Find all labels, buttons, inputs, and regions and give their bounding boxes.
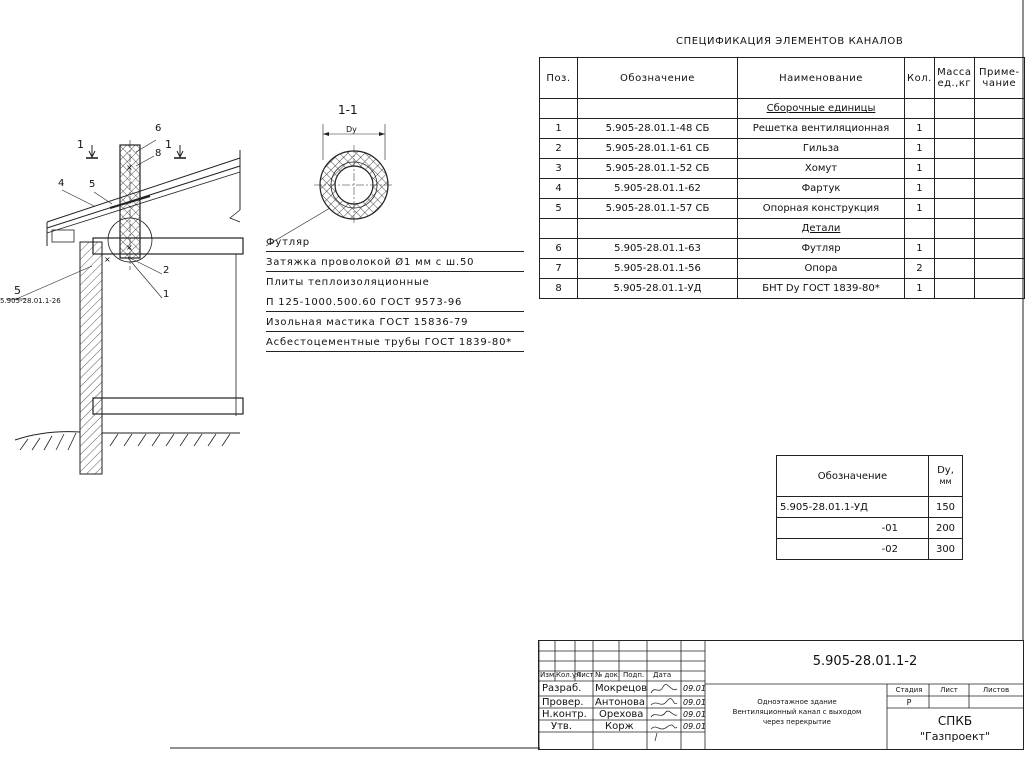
cell-qty: 1 — [905, 139, 935, 159]
col-label: Изм. — [540, 671, 557, 679]
stage-label: Стадия — [895, 686, 923, 694]
group-parts: Детали — [738, 219, 905, 239]
sheet-label: Лист — [940, 686, 958, 694]
col-label: Лист — [576, 671, 594, 679]
cell-designation: 5.905-28.01.1-УД — [578, 279, 738, 299]
dy-header-dy — [929, 456, 963, 497]
svg-text:×: × — [126, 163, 133, 172]
cell-designation: 5.905-28.01.1-57 СБ — [578, 199, 738, 219]
header-name: Наименование — [738, 58, 905, 99]
cell-pos: 8 — [540, 279, 578, 299]
cell-designation: 5.905-28.01.1-УД — [777, 497, 929, 518]
col-label: Дата — [653, 671, 672, 679]
cell-qty: 1 — [905, 179, 935, 199]
header-qty: Кол. — [905, 58, 935, 99]
cell-dy: 150 — [929, 497, 963, 518]
wall — [80, 242, 102, 474]
header-note-1: Приме- — [978, 67, 1020, 78]
drawing-code: 5.905-28.01.1-2 — [812, 654, 918, 669]
cell-qty: 1 — [905, 239, 935, 259]
callout-8: 8 — [155, 148, 162, 159]
section-1-1-detail — [266, 124, 394, 246]
callout-1: 1 — [163, 289, 170, 300]
org-name-2: "Газпроект" — [919, 730, 991, 743]
table-row — [777, 539, 963, 560]
table-row — [540, 199, 1025, 219]
cell-designation: 5.905-28.01.1-62 — [578, 179, 738, 199]
callout-2: 2 — [163, 265, 170, 276]
dy-table — [776, 455, 963, 560]
role-date: 09.01 — [683, 684, 706, 693]
floor-slab — [93, 398, 243, 414]
cell-name: Опорная конструкция — [738, 199, 905, 219]
spec-table — [539, 57, 1025, 299]
cell-designation: 5.905-28.01.1-48 СБ — [578, 119, 738, 139]
description-line-2: Вентиляционный канал с выходом — [732, 708, 862, 716]
role-label: Н.контр. — [542, 709, 587, 720]
table-row — [540, 239, 1025, 259]
section-mark-left: 1 — [77, 138, 84, 151]
note-item: Плиты теплоизоляционные — [266, 277, 430, 288]
table-row — [540, 179, 1025, 199]
dy-header-dy-2: мм — [939, 477, 952, 486]
side-callout-number: 5 — [14, 284, 21, 297]
cell-name: Футляр — [738, 239, 905, 259]
note-item: П 125-1000.500.60 ГОСТ 9573-96 — [266, 291, 524, 312]
section-label: 1-1 — [338, 103, 358, 117]
group-row — [540, 99, 1025, 119]
group-row — [540, 219, 1025, 239]
spec-title: СПЕЦИФИКАЦИЯ ЭЛЕМЕНТОВ КАНАЛОВ — [676, 36, 904, 47]
description-line-3: через перекрытие — [763, 718, 831, 726]
callout-6: 6 — [155, 123, 162, 134]
dy-dimension-label: Dy — [346, 125, 357, 134]
cell-qty: 2 — [905, 259, 935, 279]
cell-designation: 5.905-28.01.1-63 — [578, 239, 738, 259]
table-row — [777, 518, 963, 539]
header-pos: Поз. — [540, 58, 578, 99]
cell-name: Гильза — [738, 139, 905, 159]
dy-header-row — [777, 456, 963, 497]
cell-qty: 1 — [905, 119, 935, 139]
cell-name: БНТ Dy ГОСТ 1839-80* — [738, 279, 905, 299]
cell-pos: 7 — [540, 259, 578, 279]
cell-name: Хомут — [738, 159, 905, 179]
table-row — [540, 259, 1025, 279]
cell-name: Фартук — [738, 179, 905, 199]
cell-qty: 1 — [905, 279, 935, 299]
stage-value: Р — [906, 698, 912, 707]
cell-dy: 200 — [929, 518, 963, 539]
col-label: № док. — [595, 671, 621, 679]
signatures-icon — [647, 683, 681, 743]
role-name: Корж — [605, 721, 634, 732]
table-row — [540, 139, 1025, 159]
table-row — [777, 497, 963, 518]
header-mass-1: Масса — [937, 67, 972, 78]
header-mass — [934, 58, 974, 99]
role-label: Провер. — [542, 697, 584, 708]
svg-text:×: × — [104, 255, 111, 264]
description-line-1: Одноэтажное здание — [757, 698, 837, 706]
section-mark-right: 1 — [165, 138, 172, 151]
role-name: Антонова — [595, 697, 645, 708]
cell-designation: 5.905-28.01.1-56 — [578, 259, 738, 279]
group-assemblies: Сборочные единицы — [738, 99, 905, 119]
note-item: Изольная мастика ГОСТ 15836-79 — [266, 311, 524, 332]
cell-pos: 5 — [540, 199, 578, 219]
cell-pos: 2 — [540, 139, 578, 159]
role-date: 09.01 — [683, 722, 706, 731]
cell-pos: 3 — [540, 159, 578, 179]
cell-name: Решетка вентиляционная — [738, 119, 905, 139]
cell-dy: 300 — [929, 539, 963, 560]
cell-designation: 5.905-28.01.1-52 СБ — [578, 159, 738, 179]
dy-header-designation: Обозначение — [777, 456, 929, 497]
note-item: Футляр — [266, 231, 524, 252]
header-designation: Обозначение — [578, 58, 738, 99]
org-name-1: СПКБ — [937, 714, 973, 728]
cell-designation: -02 — [777, 539, 929, 560]
title-block — [538, 640, 1024, 750]
sheets-label: Листов — [982, 686, 1010, 694]
side-callout-reference: 5.905-28.01.1-26 — [0, 297, 61, 305]
ground — [15, 432, 240, 450]
role-date: 09.01 — [683, 698, 706, 707]
role-label: Утв. — [551, 721, 572, 732]
dy-header-dy-1: Dy, — [937, 465, 954, 476]
cell-pos: 6 — [540, 239, 578, 259]
header-note-2: чание — [982, 78, 1017, 89]
role-name: Мокрецов — [595, 683, 648, 694]
col-label: Кол.уч — [556, 671, 581, 679]
cell-designation: 5.905-28.01.1-61 СБ — [578, 139, 738, 159]
cell-qty: 1 — [905, 159, 935, 179]
role-date: 09.01 — [683, 710, 706, 719]
cell-pos: 1 — [540, 119, 578, 139]
svg-text:×: × — [126, 243, 133, 252]
table-row — [540, 119, 1025, 139]
role-name: Орехова — [599, 709, 644, 720]
spec-header-row — [540, 58, 1025, 99]
header-mass-2: ед.,кг — [937, 78, 972, 89]
cell-pos: 4 — [540, 179, 578, 199]
cell-designation: -01 — [777, 518, 929, 539]
table-row — [540, 279, 1025, 299]
table-row — [540, 159, 1025, 179]
note-item: Асбестоцементные трубы ГОСТ 1839-80* — [266, 331, 524, 352]
cell-name: Опора — [738, 259, 905, 279]
header-note — [974, 58, 1024, 99]
cell-qty: 1 — [905, 199, 935, 219]
col-label: Подп. — [623, 671, 645, 679]
note-item: Затяжка проволокой Ø1 мм с ш.50 — [266, 251, 524, 272]
role-label: Разраб. — [542, 683, 582, 694]
callout-4: 4 — [58, 178, 65, 189]
callout-5: 5 — [89, 179, 96, 190]
